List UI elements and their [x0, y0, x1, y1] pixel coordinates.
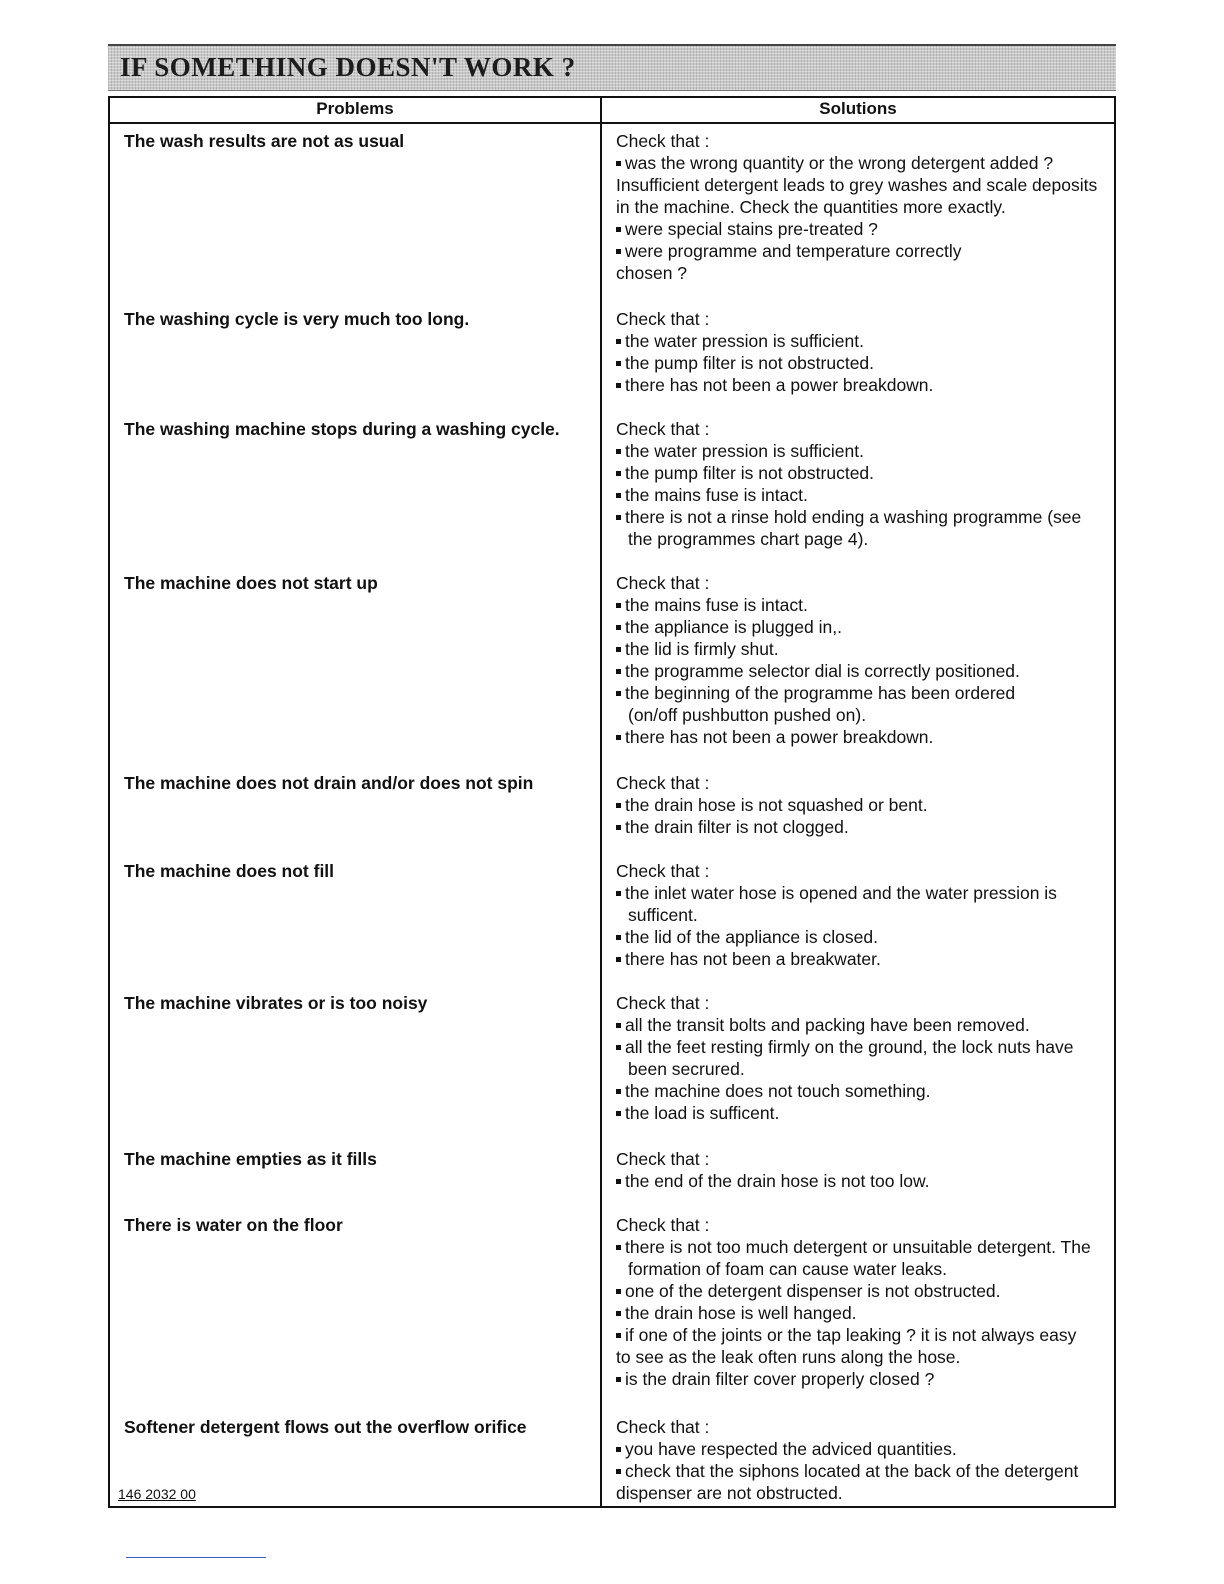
solution-text: the pump filter is not obstructed.	[625, 353, 875, 373]
solution-text: in the machine. Check the quantities more exactly.	[616, 197, 1006, 217]
problem-text: The machine does not start up	[124, 573, 378, 593]
solution-line	[616, 594, 1102, 616]
solution-text: the appliance is plugged in,.	[625, 617, 842, 637]
solution-line	[616, 948, 1102, 970]
solution-text: been secrured.	[628, 1059, 745, 1079]
solution-text: is the drain filter cover properly closed ?	[625, 1369, 935, 1389]
footer-rule	[126, 1557, 266, 1558]
bullet-icon	[616, 935, 621, 940]
bullet-icon	[616, 227, 621, 232]
solution-line	[616, 1324, 1102, 1346]
solution-text: Insufficient detergent leads to grey washes and scale deposits	[616, 175, 1098, 195]
check-that-label: Check that :	[616, 993, 710, 1013]
solution-block	[616, 418, 1102, 550]
check-that-label: Check that :	[616, 573, 710, 593]
solution-line	[616, 616, 1102, 638]
solution-line	[616, 196, 1102, 218]
problem-text: The machine vibrates or is too noisy	[124, 993, 428, 1013]
check-that-label: Check that :	[616, 1215, 710, 1235]
solution-block	[616, 860, 1102, 970]
solution-text: dispenser are not obstructed.	[616, 1483, 843, 1503]
bullet-icon	[616, 339, 621, 344]
check-that-label: Check that :	[616, 309, 710, 329]
solution-text: the load is sufficent.	[625, 1103, 780, 1123]
solution-block	[616, 572, 1102, 748]
solution-line	[616, 484, 1102, 506]
solution-text: chosen ?	[616, 263, 688, 283]
bullet-icon	[616, 1447, 621, 1452]
bullet-icon	[616, 383, 621, 388]
solution-block	[616, 1214, 1102, 1390]
bullet-icon	[616, 669, 621, 674]
solution-block	[616, 1416, 1102, 1504]
document-number: 146 2032 00	[118, 1486, 196, 1502]
solution-text: formation of foam can cause water leaks.	[628, 1259, 948, 1279]
solution-line	[616, 1482, 1102, 1504]
solution-line	[616, 1258, 1102, 1280]
bullet-icon	[616, 1289, 621, 1294]
solution-text: the drain hose is well hanged.	[625, 1303, 857, 1323]
page-title: IF SOMETHING DOESN'T WORK ?	[120, 52, 576, 82]
bullet-icon	[616, 1111, 621, 1116]
solution-line	[616, 1302, 1102, 1324]
solution-text: the lid is firmly shut.	[625, 639, 779, 659]
solution-line	[616, 1438, 1102, 1460]
troubleshooting-table	[108, 96, 1116, 1508]
solution-line	[616, 440, 1102, 462]
problem-text: The wash results are not as usual	[124, 131, 405, 151]
solution-line	[616, 174, 1102, 196]
problem-text: The machine empties as it fills	[124, 1149, 377, 1169]
solutions-header: Solutions	[819, 99, 897, 118]
solution-line	[616, 1280, 1102, 1302]
bullet-icon	[616, 1245, 621, 1250]
solution-text: (on/off pushbutton pushed on).	[628, 705, 867, 725]
solution-line	[616, 352, 1102, 374]
check-that-label: Check that :	[616, 861, 710, 881]
solution-text: the water pression is sufficient.	[625, 441, 864, 461]
solution-line	[616, 1368, 1102, 1390]
solution-text: the drain hose is not squashed or bent.	[625, 795, 928, 815]
solution-line	[616, 1058, 1102, 1080]
bullet-icon	[616, 449, 621, 454]
problem-text: The machine does not drain and/or does not spin	[124, 773, 534, 793]
solution-line	[616, 1236, 1102, 1258]
solution-text: sufficent.	[628, 905, 698, 925]
bullet-icon	[616, 515, 621, 520]
bullet-icon	[616, 249, 621, 254]
bullet-icon	[616, 471, 621, 476]
header-divider	[110, 122, 1114, 124]
column-divider	[600, 98, 602, 1506]
problem-text: There is water on the floor	[124, 1215, 343, 1235]
solution-line	[616, 638, 1102, 660]
check-that-label: Check that :	[616, 1417, 710, 1437]
solution-text: to see as the leak often runs along the hose.	[616, 1347, 961, 1367]
bullet-icon	[616, 1377, 621, 1382]
bullet-icon	[616, 1469, 621, 1474]
solution-text: were programme and temperature correctly	[625, 241, 962, 261]
problem-text: The washing cycle is very much too long.	[124, 309, 470, 329]
solution-text: one of the detergent dispenser is not obstructed.	[625, 1281, 1001, 1301]
solution-line	[616, 1036, 1102, 1058]
solution-line	[616, 462, 1102, 484]
solution-text: the drain filter is not clogged.	[625, 817, 849, 837]
solution-text: the mains fuse is intact.	[625, 595, 808, 615]
solution-line	[616, 262, 1102, 284]
problem-text: Softener detergent flows out the overflow orifice	[124, 1417, 527, 1437]
bullet-icon	[616, 625, 621, 630]
solution-text: were special stains pre-treated ?	[625, 219, 878, 239]
solution-text: the programmes chart page 4).	[628, 529, 869, 549]
solution-block	[616, 772, 1102, 838]
check-that-label: Check that :	[616, 1149, 710, 1169]
check-that-label: Check that :	[616, 131, 710, 151]
solution-line	[616, 506, 1102, 528]
solution-line	[616, 660, 1102, 682]
solution-line	[616, 152, 1102, 174]
solution-line	[616, 926, 1102, 948]
solution-text: you have respected the adviced quantities.	[625, 1439, 957, 1459]
solution-text: the end of the drain hose is not too low.	[625, 1171, 930, 1191]
bullet-icon	[616, 1179, 621, 1184]
solution-line	[616, 330, 1102, 352]
solution-text: the beginning of the programme has been ordered	[625, 683, 1016, 703]
check-that-label: Check that :	[616, 419, 710, 439]
bullet-icon	[616, 1333, 621, 1338]
bullet-icon	[616, 493, 621, 498]
solution-line	[616, 1346, 1102, 1368]
bullet-icon	[616, 1089, 621, 1094]
bullet-icon	[616, 647, 621, 652]
solution-line	[616, 1080, 1102, 1102]
bullet-icon	[616, 1311, 621, 1316]
bullet-icon	[616, 1045, 621, 1050]
solution-line	[616, 816, 1102, 838]
solution-line	[616, 528, 1102, 550]
solution-text: check that the siphons located at the back of the detergent	[625, 1461, 1079, 1481]
bullet-icon	[616, 361, 621, 366]
bullet-icon	[616, 803, 621, 808]
solution-text: was the wrong quantity or the wrong detergent added ?	[625, 153, 1054, 173]
solution-line	[616, 882, 1102, 904]
solution-text: there has not been a power breakdown.	[625, 727, 934, 747]
solution-text: the machine does not touch something.	[625, 1081, 931, 1101]
problem-text: The washing machine stops during a washing cycle.	[124, 419, 560, 439]
solution-line	[616, 1102, 1102, 1124]
problems-header: Problems	[316, 99, 394, 118]
solution-text: there is not a rinse hold ending a washing programme (see	[625, 507, 1082, 527]
solution-line	[616, 1460, 1102, 1482]
bullet-icon	[616, 825, 621, 830]
solution-block	[616, 130, 1102, 284]
bullet-icon	[616, 957, 621, 962]
solution-line	[616, 704, 1102, 726]
check-that-label: Check that :	[616, 773, 710, 793]
solution-block	[616, 308, 1102, 396]
problem-text: The machine does not fill	[124, 861, 335, 881]
bullet-icon	[616, 691, 621, 696]
solution-text: the inlet water hose is opened and the water pression is	[625, 883, 1057, 903]
solution-text: all the transit bolts and packing have been removed.	[625, 1015, 1030, 1035]
solution-line	[616, 682, 1102, 704]
solution-text: there has not been a breakwater.	[625, 949, 881, 969]
solution-line	[616, 1170, 1102, 1192]
title-banner	[108, 44, 1116, 91]
solution-line	[616, 374, 1102, 396]
solution-text: the lid of the appliance is closed.	[625, 927, 878, 947]
solution-line	[616, 904, 1102, 926]
solution-block	[616, 1148, 1102, 1192]
bullet-icon	[616, 891, 621, 896]
bullet-icon	[616, 735, 621, 740]
solution-text: the programme selector dial is correctly positioned.	[625, 661, 1020, 681]
bullet-icon	[616, 603, 621, 608]
solution-line	[616, 1014, 1102, 1036]
solution-block	[616, 992, 1102, 1124]
solution-line	[616, 794, 1102, 816]
solution-text: all the feet resting firmly on the ground, the lock nuts have	[625, 1037, 1074, 1057]
bullet-icon	[616, 161, 621, 166]
solution-text: if one of the joints or the tap leaking ? it is not always easy	[625, 1325, 1077, 1345]
solution-text: the mains fuse is intact.	[625, 485, 808, 505]
bullet-icon	[616, 1023, 621, 1028]
solution-text: the water pression is sufficient.	[625, 331, 864, 351]
solution-text: the pump filter is not obstructed.	[625, 463, 875, 483]
solution-line	[616, 726, 1102, 748]
solution-text: there is not too much detergent or unsuitable detergent. The	[625, 1237, 1091, 1257]
solution-line	[616, 240, 1102, 262]
solution-text: there has not been a power breakdown.	[625, 375, 934, 395]
solution-line	[616, 218, 1102, 240]
